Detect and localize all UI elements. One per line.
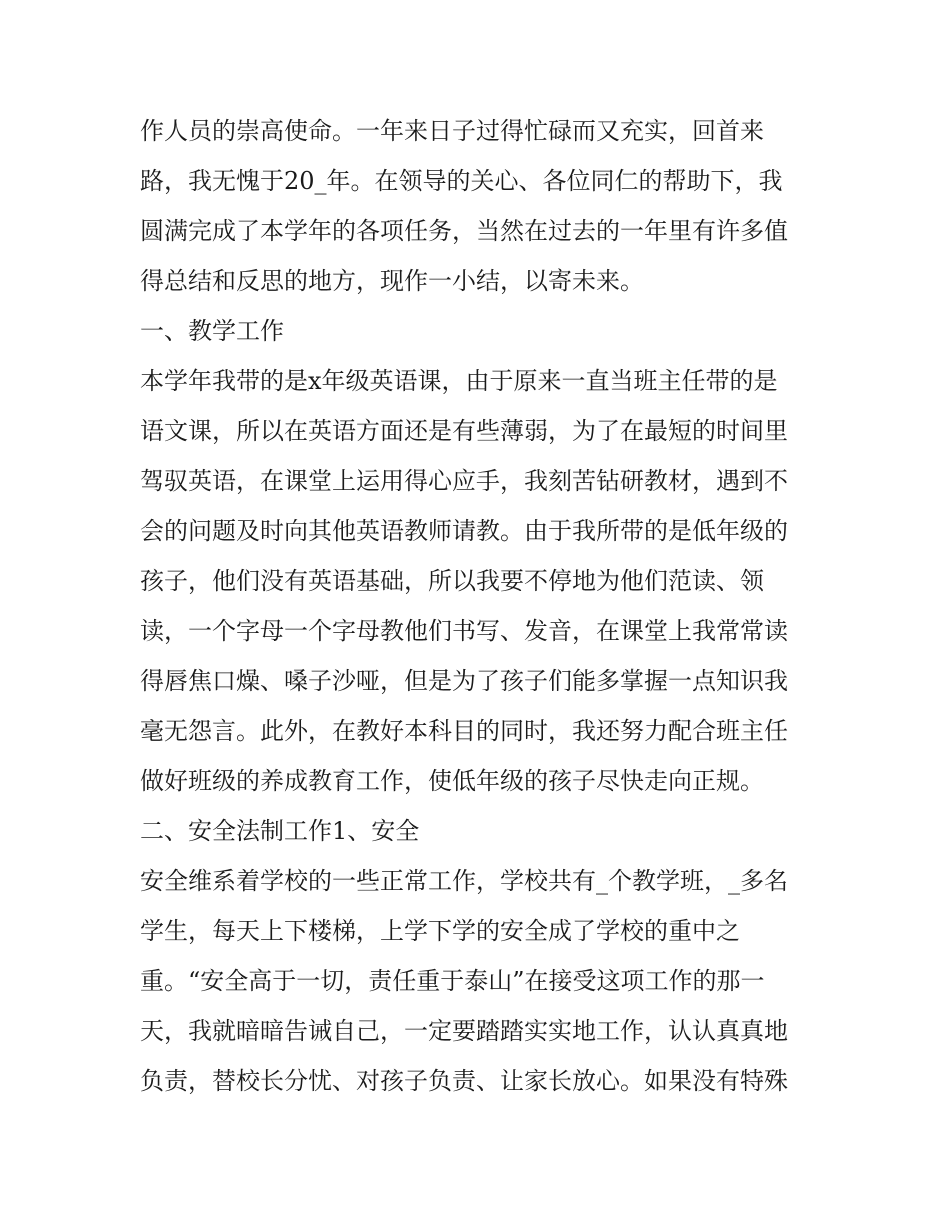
text-line: 圆满完成了本学年的各项任务，当然在过去的一年里有许多值 xyxy=(140,217,788,245)
text-line: 语文课，所以在英语方面还是有些薄弱，为了在最短的时间里 xyxy=(140,417,788,445)
text-line: 学生，每天上下楼梯，上学下学的安全成了学校的重中之 xyxy=(140,917,740,945)
section-heading-safety: 二、安全法制工作1、安全 xyxy=(140,817,420,845)
text-line: 做好班级的养成教育工作，使低年级的孩子尽快走向正规。 xyxy=(140,767,764,795)
text-line: 重。“安全高于一切，责任重于泰山”在接受这项工作的那一 xyxy=(140,967,765,995)
text-line: 负责，替校长分忧、对孩子负责、让家长放心。如果没有特殊 xyxy=(140,1067,788,1095)
text-line: 安全维系着学校的一些正常工作，学校共有_个教学班，_多名 xyxy=(140,867,788,895)
text-line: 毫无怨言。此外，在教好本科目的同时，我还努力配合班主任 xyxy=(140,717,788,745)
text-line: 会的问题及时向其他英语教师请教。由于我所带的是低年级的 xyxy=(140,517,788,545)
section-heading-teaching: 一、教学工作 xyxy=(140,317,284,345)
text-line: 作人员的崇高使命。一年来日子过得忙碌而又充实，回首来 xyxy=(140,117,764,145)
text-line: 路，我无愧于20_年。在领导的关心、各位同仁的帮助下，我 xyxy=(140,167,783,195)
text-line: 得唇焦口燥、嗓子沙哑，但是为了孩子们能多掌握一点知识我 xyxy=(140,667,788,695)
body-text xyxy=(140,106,820,1106)
text-line: 得总结和反思的地方，现作一小结，以寄未来。 xyxy=(140,267,644,295)
text-line: 天，我就暗暗告诫自己，一定要踏踏实实地工作，认认真真地 xyxy=(140,1017,788,1045)
text-line: 孩子，他们没有英语基础，所以我要不停地为他们范读、领 xyxy=(140,567,764,595)
text-line: 驾驭英语，在课堂上运用得心应手，我刻苦钻研教材，遇到不 xyxy=(140,467,788,495)
text-line: 读，一个字母一个字母教他们书写、发音，在课堂上我常常读 xyxy=(140,617,788,645)
text-line: 本学年我带的是x年级英语课，由于原来一直当班主任带的是 xyxy=(140,367,778,395)
